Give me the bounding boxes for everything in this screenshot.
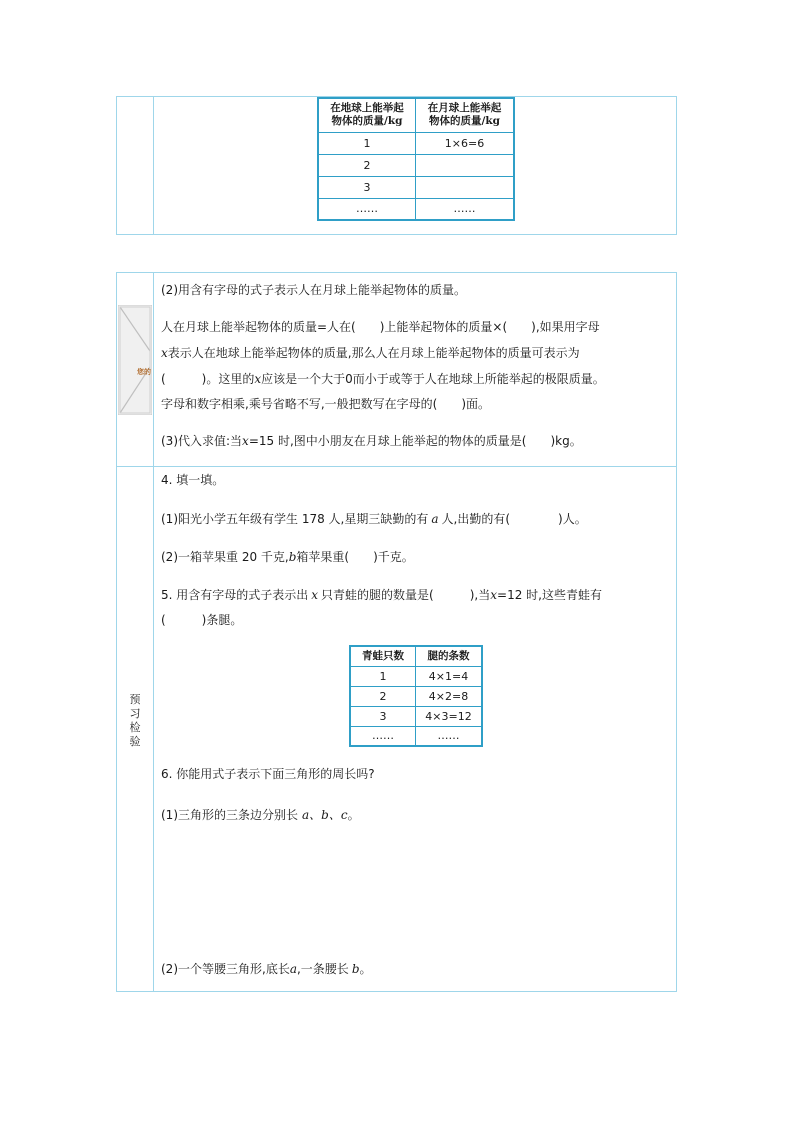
- header-frog-count: 青蛙只数: [350, 646, 416, 666]
- question-6-1: (1)三角形的三条边分别长 a、b、c。: [161, 808, 360, 822]
- question-2: (2)用含有字母的式子表示人在月球上能举起物体的质量。: [161, 283, 467, 297]
- header-earth: 在地球上能举起 物体的质量/kg: [318, 98, 416, 132]
- thumbnail-label: 您的: [137, 368, 151, 376]
- table-row: 2: [318, 154, 514, 176]
- section-divider: [117, 466, 676, 467]
- figure-thumbnail: [118, 305, 152, 415]
- paragraph-line-3: ( )。这里的x应该是一个大于0而小于或等于人在地球上所能举起的极限质量。: [161, 372, 605, 386]
- question-4-1: (1)阳光小学五年级有学生 178 人,星期三缺勤的有 a 人,出勤的有( )人。: [161, 512, 587, 526]
- section-frame-1: [116, 96, 677, 235]
- question-6-2: (2)一个等腰三角形,底长a,一条腰长 b。: [161, 962, 372, 976]
- paragraph-line-2: x表示人在地球上能举起物体的质量,那么人在月球上能举起物体的质量可表示为: [161, 346, 580, 360]
- paragraph-line-4: 字母和数字相乘,乘号省略不写,一般把数写在字母的( )面。: [161, 397, 490, 411]
- header-moon: 在月球上能举起 物体的质量/kg: [416, 98, 515, 132]
- paragraph-line-1: 人在月球上能举起物体的质量=人在( )上能举起物体的质量×( ),如果用字母: [161, 320, 600, 334]
- table-row: 3 4×3=12: [350, 706, 482, 726]
- side-label: 预 习 检 验: [129, 693, 141, 748]
- question-4-2: (2)一箱苹果重 20 千克,b箱苹果重( )千克。: [161, 550, 414, 564]
- left-column: [117, 97, 154, 234]
- frog-legs-table: [349, 645, 483, 747]
- table-header-row: [318, 98, 514, 132]
- table-row: …… ……: [318, 198, 514, 220]
- header-leg-count: 腿的条数: [416, 646, 483, 666]
- question-6: 6. 你能用式子表示下面三角形的周长吗?: [161, 767, 375, 781]
- section-frame-2: [116, 272, 677, 992]
- table-row: 1 4×1=4: [350, 666, 482, 686]
- question-3: (3)代入求值:当x=15 时,图中小朋友在月球上能举起的物体的质量是( )kg。: [161, 434, 582, 448]
- table-row: …… ……: [350, 726, 482, 746]
- table-row: 3: [318, 176, 514, 198]
- table-row: 1 1×6=6: [318, 132, 514, 154]
- question-4: 4. 填一填。: [161, 473, 225, 487]
- table-row: 2 4×2=8: [350, 686, 482, 706]
- question-5-line-1: 5. 用含有字母的式子表示出 x 只青蛙的腿的数量是( ),当x=12 时,这些青蛙有: [161, 588, 602, 602]
- table-header-row: [350, 646, 482, 666]
- earth-moon-table: [317, 97, 515, 221]
- question-5-line-2: ( )条腿。: [161, 613, 243, 627]
